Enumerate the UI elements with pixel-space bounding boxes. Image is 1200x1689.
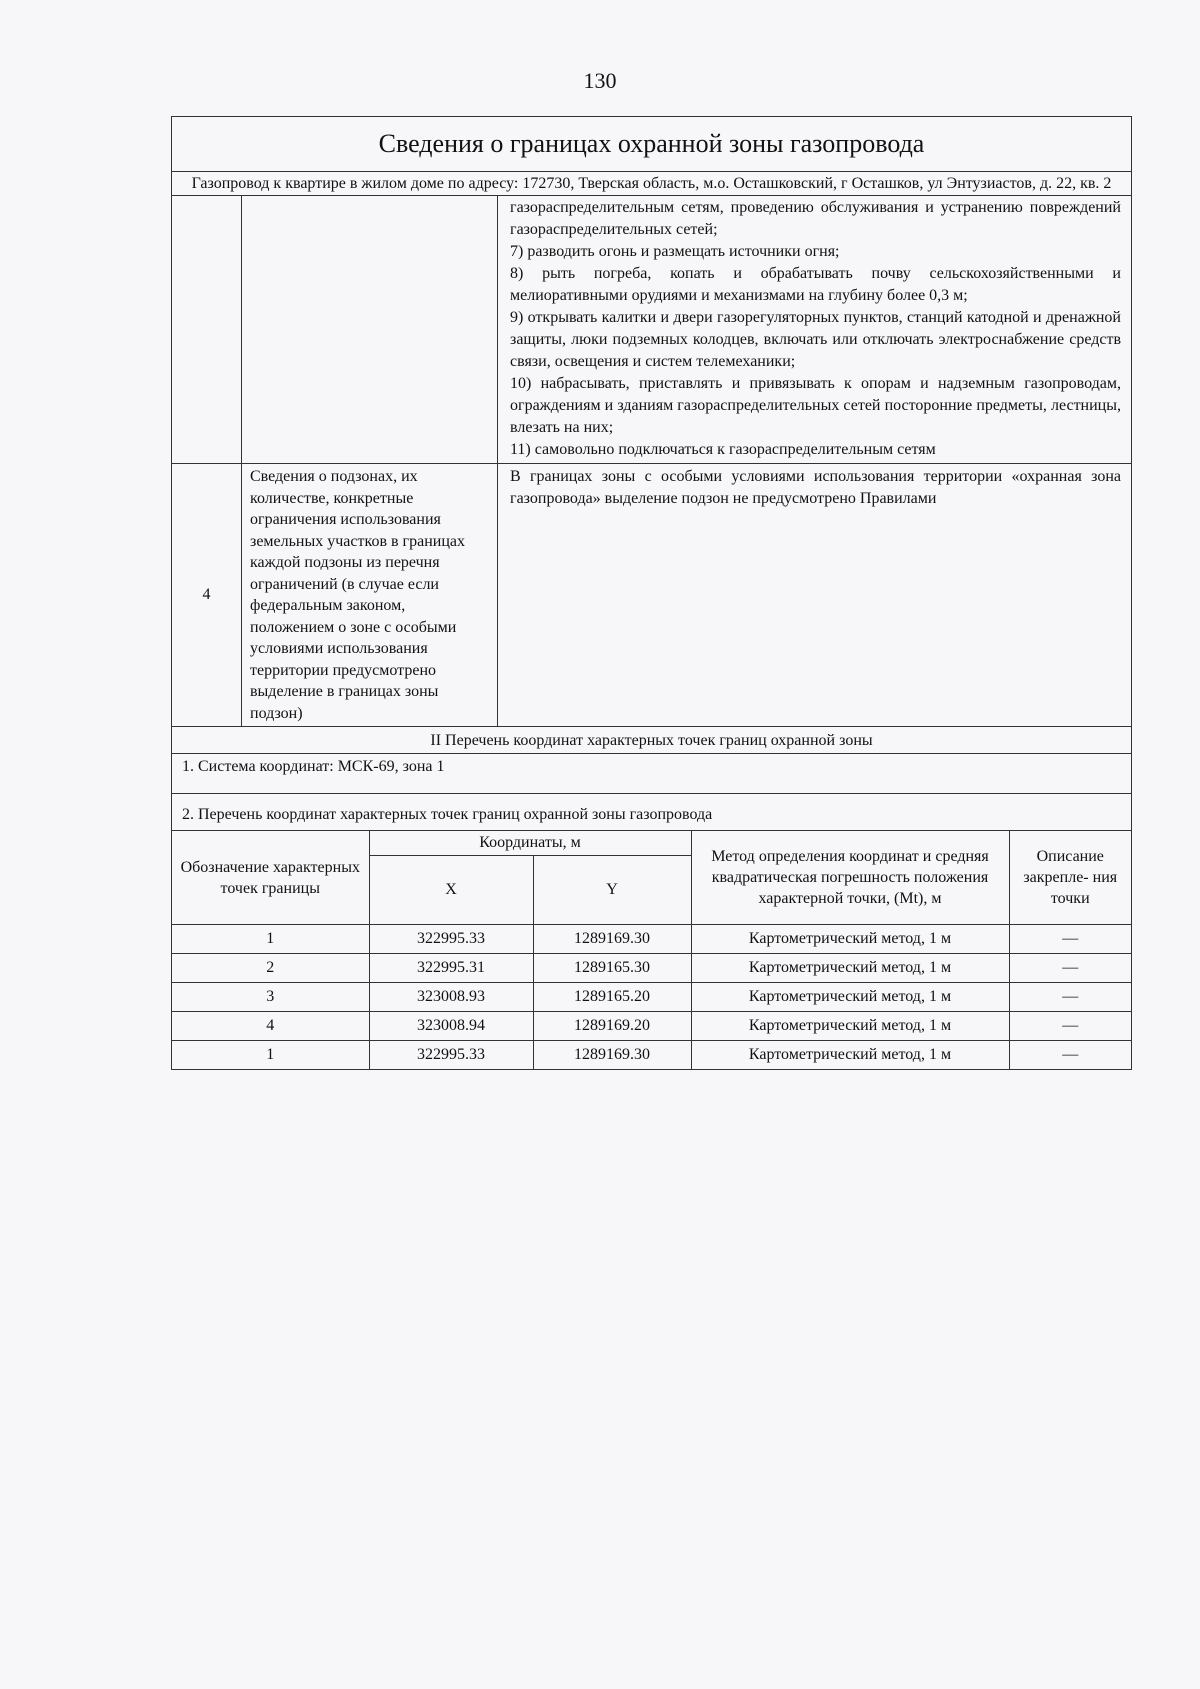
cell-y: 1289169.30 [533, 925, 691, 954]
cell-y: 1289169.20 [533, 1012, 691, 1041]
subzones-row [172, 464, 1131, 727]
table-row [172, 983, 1131, 1012]
restriction-paragraph: 7) разводить огонь и размещать источники огня; [510, 243, 840, 260]
zone-info-document [171, 116, 1132, 1070]
header-point: Обозначение характерных точек границы [172, 831, 369, 925]
cell-description: — [1009, 954, 1131, 983]
cell-method: Картометрический метод, 1 м [691, 954, 1009, 983]
restrictions-text [498, 196, 1131, 463]
row-number [172, 196, 242, 463]
cell-x: 323008.94 [369, 1012, 533, 1041]
header-x: X [369, 856, 533, 925]
table-row [172, 1041, 1131, 1070]
row-name [242, 196, 498, 463]
table-row [172, 1012, 1131, 1041]
cell-description: — [1009, 1041, 1131, 1070]
coordinate-system: 1. Система координат: МСК-69, зона 1 [172, 754, 1131, 794]
cell-description: — [1009, 1012, 1131, 1041]
document-title: Сведения о границах охранной зоны газопровода [172, 117, 1131, 172]
header-method: Метод определения координат и средняя квадратическая погрешность положения характерной точки, (Mt), м [691, 831, 1009, 925]
document-subtitle: Газопровод к квартире в жилом доме по адресу: 172730, Тверская область, м.о. Осташковский, г Осташков, ул Энтузиастов, д. 22, кв. 2 [172, 172, 1131, 196]
restriction-paragraph: 8) рыть погреба, копать и обрабатывать почву сельскохозяйственными и мелиоративными орудиями и механизмами на глубину более 0,3 м; [510, 265, 1121, 304]
cell-description: — [1009, 983, 1131, 1012]
cell-x: 322995.31 [369, 954, 533, 983]
subzones-text: В границах зоны с особыми условиями использования территории «охранная зона газопровода» выделение подзон не предусмотрено Правилами [510, 468, 1121, 507]
restriction-paragraph: 9) открывать калитки и двери газорегуляторных пунктов, станций катодной и дренажной защиты, люки подземных колодцев, включать или отключать электроснабжение средств связи, освещения и систем телемеханики; [510, 309, 1121, 370]
cell-point: 2 [172, 954, 369, 983]
cell-y: 1289165.30 [533, 954, 691, 983]
row-number: 4 [172, 464, 242, 726]
page-number: 130 [583, 68, 617, 93]
cell-y: 1289165.20 [533, 983, 691, 1012]
restriction-paragraph: 11) самовольно подключаться к газораспределительным сетям [510, 441, 936, 458]
header-y: Y [533, 856, 691, 925]
header-description: Описание закрепле- ния точки [1009, 831, 1131, 925]
restriction-paragraph: 10) набрасывать, приставлять и привязывать к опорам и надземным газопроводам, ограждениям и зданиям газораспределительных сетей посторонние предметы, лестницы, влезать на них; [510, 375, 1121, 436]
restriction-paragraph: газораспределительным сетям, проведению обслуживания и устранению повреждений газораспределительных сетей; [510, 199, 1121, 238]
coordinates-table [172, 831, 1131, 1069]
cell-x: 322995.33 [369, 1041, 533, 1070]
points-list-title: 2. Перечень координат характерных точек границ охранной зоны газопровода [172, 794, 1131, 831]
table-row [172, 954, 1131, 983]
cell-point: 4 [172, 1012, 369, 1041]
cell-point: 1 [172, 1041, 369, 1070]
restrictions-row-continued [172, 196, 1131, 464]
section-heading: II Перечень координат характерных точек границ охранной зоны [172, 727, 1131, 754]
table-row [172, 925, 1131, 954]
cell-method: Картометрический метод, 1 м [691, 1041, 1009, 1070]
cell-point: 1 [172, 925, 369, 954]
cell-x: 322995.33 [369, 925, 533, 954]
header-coords: Координаты, м [369, 831, 691, 856]
cell-x: 323008.93 [369, 983, 533, 1012]
cell-description: — [1009, 925, 1131, 954]
cell-point: 3 [172, 983, 369, 1012]
coordinates-table-block [172, 831, 1131, 1069]
cell-method: Картометрический метод, 1 м [691, 983, 1009, 1012]
cell-method: Картометрический метод, 1 м [691, 925, 1009, 954]
cell-y: 1289169.30 [533, 1041, 691, 1070]
cell-method: Картометрический метод, 1 м [691, 1012, 1009, 1041]
row-name: Сведения о подзонах, их количестве, конкретные ограничения использования земельных участков в границах каждой подзоны из перечня ограничений (в случае если федеральным законом, положением о зоне с особыми условиями использования территории предусмотрено выделение в границах зоны подзон) [242, 464, 498, 726]
